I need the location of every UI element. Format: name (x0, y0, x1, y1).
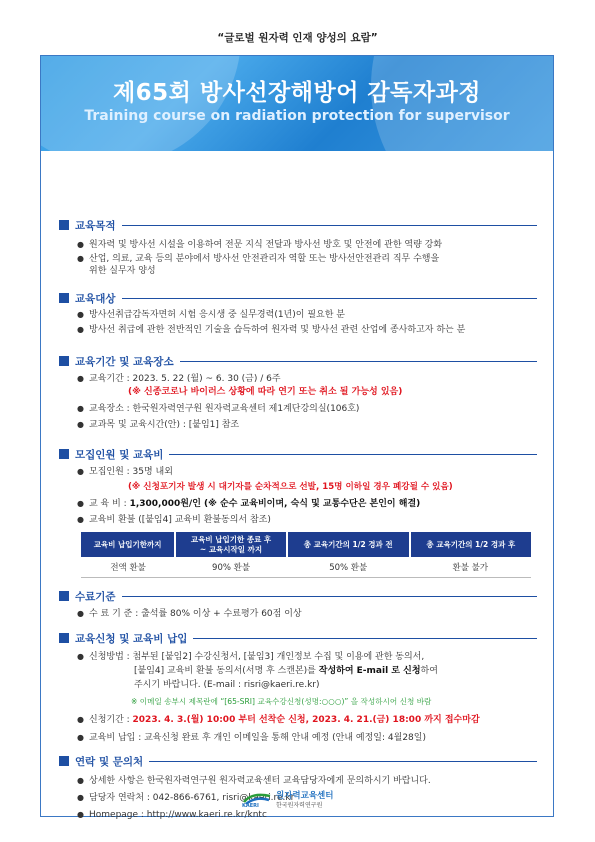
course-subtitle: Training course on radiation protection for supervisor (84, 108, 510, 124)
section-recruit (59, 448, 537, 462)
refund-table (81, 532, 531, 578)
table-cell: 환불 불가 (410, 557, 531, 577)
section-title: 교육신청 및 교육비 납입 (75, 631, 193, 646)
section-title: 모집인원 및 교육비 (75, 447, 169, 462)
table-header: 총 교육기간의 1/2 경과 후 (410, 532, 531, 557)
section-apply (59, 632, 537, 646)
section-contact (59, 755, 537, 769)
table-cell: 50% 환불 (287, 557, 410, 577)
kaeri-logo: KAERI 원자력교육센터 한국원자력연구원 (242, 791, 334, 809)
logo-sub: 한국원자력연구원 (276, 802, 323, 809)
table-header: 총 교육기간의 1/2 경과 전 (287, 532, 410, 557)
logo-name: 원자력교육센터 (276, 791, 334, 801)
section-title: 교육목적 (75, 218, 122, 233)
section-title: 연락 및 문의처 (75, 754, 149, 769)
fee-value: 1,300,000원/인 (※ 순수 교육비이며, 숙식 및 교통수단은 본인이 해결) (129, 499, 421, 509)
apply-period-value: 2023. 4. 3.(월) 10:00 부터 선착순 신청, 2023. 4. 21.(금) 18:00 까지 접수마감 (132, 715, 480, 725)
section-completion (59, 590, 537, 604)
poster-frame: 제65회 방사선장해방어 감독자과정 Training course on radiation protection for supervisor 교육목적 ● 원자력 및 방사선 시설을 이용하여 전문 지식 전달과 방사선 방호 및 안전에 관한 역량 강화 ● 산업, 의료, 교육 등의 분야에서 방사선 안전관리자 역할 또는 방사선안전관리 직무 수행을 위한 실무자 양성 교육대상 ● 방사선취급감독자면허 시험 응시생 중 실무경력(1년)이 필요한 분 ● 방사선 취급에 관한 전반적인 기술을 습득하여 원자력 및 방사선 관련 산업에 종사하고자 하는 분 교육기간 및 교육장소 ● 교육기간 : 2023. 5. 22 (월) ~ 6. 30 (금) / 6주 (※ 신종코로나 바이러스 상황에 따라 연기 또는 취소 될 가능성 있음) ● 교육장소 : 한국원자력연구원 원자력교육센터 제1계단강의실(106호) ● 교과목 및 교육시간(안) : [붙임1] 참조 모집인원 및 교육비 ● 모집인원 : 35명 내외 (※ 신청포기자 발생 시 대기자를 순차적으로 선발, 15명 이하일 경우 폐강될 수 있음) ● 교 육 비 : 1,300,000원/인 (※ 순수 교육비이며, 숙식 및 교통수단은 본인이 해결) ● 교육비 환불 ([붙임4] 교육비 환불동의서 참조) 교육비 납입기한까지 교육비 납입기한 종료 후 ~ 교육시작일 까지 총 교육기간의 1/2 경과 전 총 교육기간의 1/2 경과 후 전액 환불 90% 환불 50% 환불 환불 불가 수료기준 ● 수 료 기 준 : 출석률 80% 이상 + 수료평가 60점 이상 교육신청 및 교육비 납입 ● 신청방법 : 첨부된 [붙임2] 수강신청서, [붙임3] 개인정보 수집 및 이용에 관한 동의서, [붙임4] 교육비 환불 동의서(서명 후 스캔본)를 작성하여 E-mail 로 신청하여 주시기 바랍니다. (E-mail : risri@kaeri.re.kr) ※ 이메일 송부시 제목란에 “[65-SRI] 교육수강신청(성명:○○○)” 을 작성하시어 신청 바람 ● 신청기간 : 2023. 4. 3.(월) 10:00 부터 선착순 신청, 2023. 4. 21.(금) 18:00 까지 접수마감 ● 교육비 납입 : 교육신청 완료 후 개인 이메일을 통해 안내 예정 (안내 예정일: 4월28일) 연락 및 문의처 ● 상세한 사항은 한국원자력연구원 원자력교육센터 교육담당자에게 문의하시기 바랍니다. ● 담당자 연락처 : 042-866-6761, risri@kaeri.re.kr ● Homepage : http://www.kaeri.re.kr/kntc (40, 55, 554, 817)
tagline: “글로벌 원자력 인재 양성의 요람” (217, 32, 378, 44)
section-title: 수료기준 (75, 589, 122, 604)
section-period (59, 355, 537, 369)
table-header: 교육비 납입기한 종료 후 ~ 교육시작일 까지 (175, 532, 287, 557)
section-target (59, 292, 537, 306)
section-title: 교육대상 (75, 291, 122, 306)
course-title: 제65회 방사선장해방어 감독자과정 (112, 80, 482, 106)
section-title: 교육기간 및 교육장소 (75, 354, 180, 369)
table-header: 교육비 납입기한까지 (81, 532, 175, 557)
table-cell: 전액 환불 (81, 557, 175, 577)
section-purpose (59, 219, 537, 233)
table-cell: 90% 환불 (175, 557, 287, 577)
title-banner (41, 56, 553, 151)
